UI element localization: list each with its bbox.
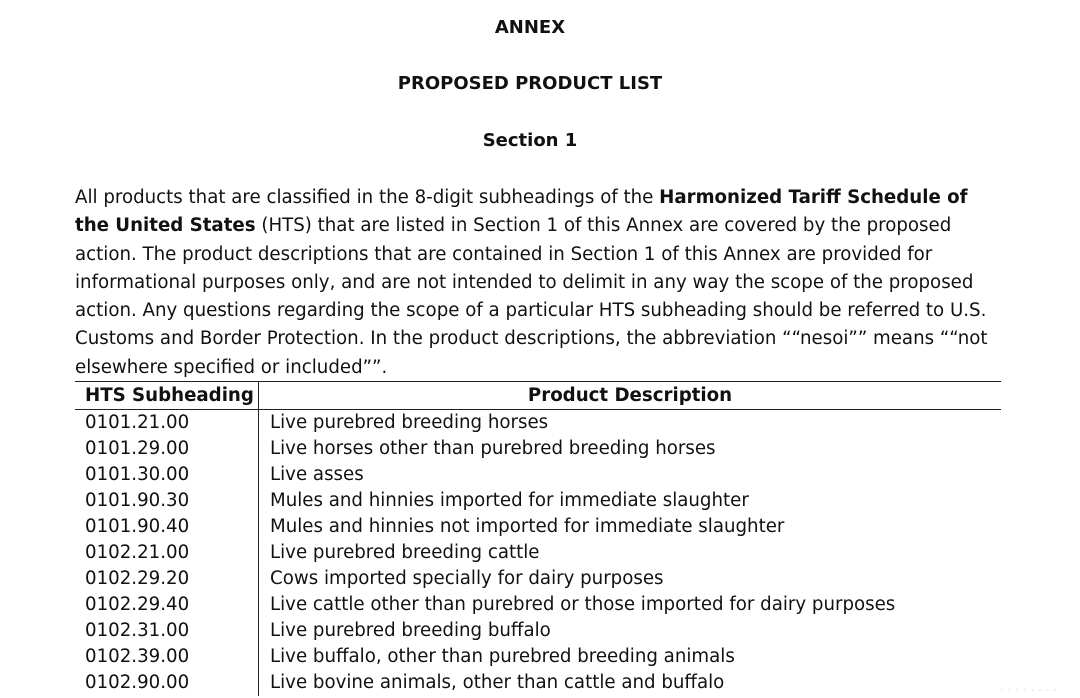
table-row xyxy=(75,462,1001,488)
hts-code: 0101.90.40 xyxy=(75,514,259,540)
product-description: Live horses other than purebred breeding horses xyxy=(270,438,716,459)
hts-code: 0101.29.00 xyxy=(75,436,259,462)
hts-code: 0102.29.40 xyxy=(75,592,259,618)
table-row xyxy=(75,592,1001,618)
hts-code: 0101.21.00 xyxy=(75,410,259,437)
intro-paragraph xyxy=(75,184,995,382)
faint-watermark: · · · · · · · · xyxy=(1000,686,1058,696)
table-header-row xyxy=(75,382,1001,410)
product-description: Live purebred breeding horses xyxy=(270,412,549,433)
product-description: Live buffalo, other than purebred breeding animals xyxy=(270,646,735,667)
table-row xyxy=(75,540,1001,566)
table-row xyxy=(75,644,1001,670)
header-hts-subheading: HTS Subheading xyxy=(75,382,259,410)
hts-code: 0101.30.00 xyxy=(75,462,259,488)
annex-heading: ANNEX xyxy=(494,17,566,38)
product-description: Live asses xyxy=(270,464,364,485)
table-row xyxy=(75,488,1001,514)
hts-code: 0102.29.20 xyxy=(75,566,259,592)
product-description: Live purebred breeding cattle xyxy=(270,542,540,563)
product-description: Live cattle other than purebred or those imported for dairy purposes xyxy=(270,594,896,615)
intro-hts-name: Harmonized Tariff Schedule of the United States xyxy=(75,187,968,237)
intro-text-start: All products that are classified in the 8-digit subheadings of the xyxy=(75,187,660,208)
product-description: Mules and hinnies not imported for immediate slaughter xyxy=(270,516,785,537)
table-row xyxy=(75,436,1001,462)
table-row xyxy=(75,514,1001,540)
product-description: Cows imported specially for dairy purposes xyxy=(270,568,664,589)
section-heading: Section 1 xyxy=(482,130,578,151)
table-row xyxy=(75,410,1001,437)
table-row xyxy=(75,618,1001,644)
hts-product-table xyxy=(75,381,1001,696)
header-product-description: Product Description xyxy=(259,382,1002,410)
table-row xyxy=(75,670,1001,696)
table-row xyxy=(75,566,1001,592)
hts-code: 0102.31.00 xyxy=(75,618,259,644)
hts-code: 0101.90.30 xyxy=(75,488,259,514)
product-description: Live purebred breeding buffalo xyxy=(270,620,551,641)
product-description: Live bovine animals, other than cattle and buffalo xyxy=(270,672,725,693)
hts-code: 0102.21.00 xyxy=(75,540,259,566)
product-description: Mules and hinnies imported for immediate slaughter xyxy=(270,490,749,511)
hts-code: 0102.90.00 xyxy=(75,670,259,696)
product-list-title: PROPOSED PRODUCT LIST xyxy=(397,73,663,94)
intro-text-rest: (HTS) that are listed in Section 1 of this Annex are covered by the proposed action. The product descriptions that are contained in Section 1 of this Annex are provided for informational purposes only, and are not intended to delimit in any way the scope of the proposed action. Any questions regarding the scope of a particular HTS subheading should be referred to U.S. Customs and Border Protection. In the product descriptions, the abbreviation ““nesoi”” means ““not elsewhere specified or included””. xyxy=(75,215,988,378)
hts-code: 0102.39.00 xyxy=(75,644,259,670)
